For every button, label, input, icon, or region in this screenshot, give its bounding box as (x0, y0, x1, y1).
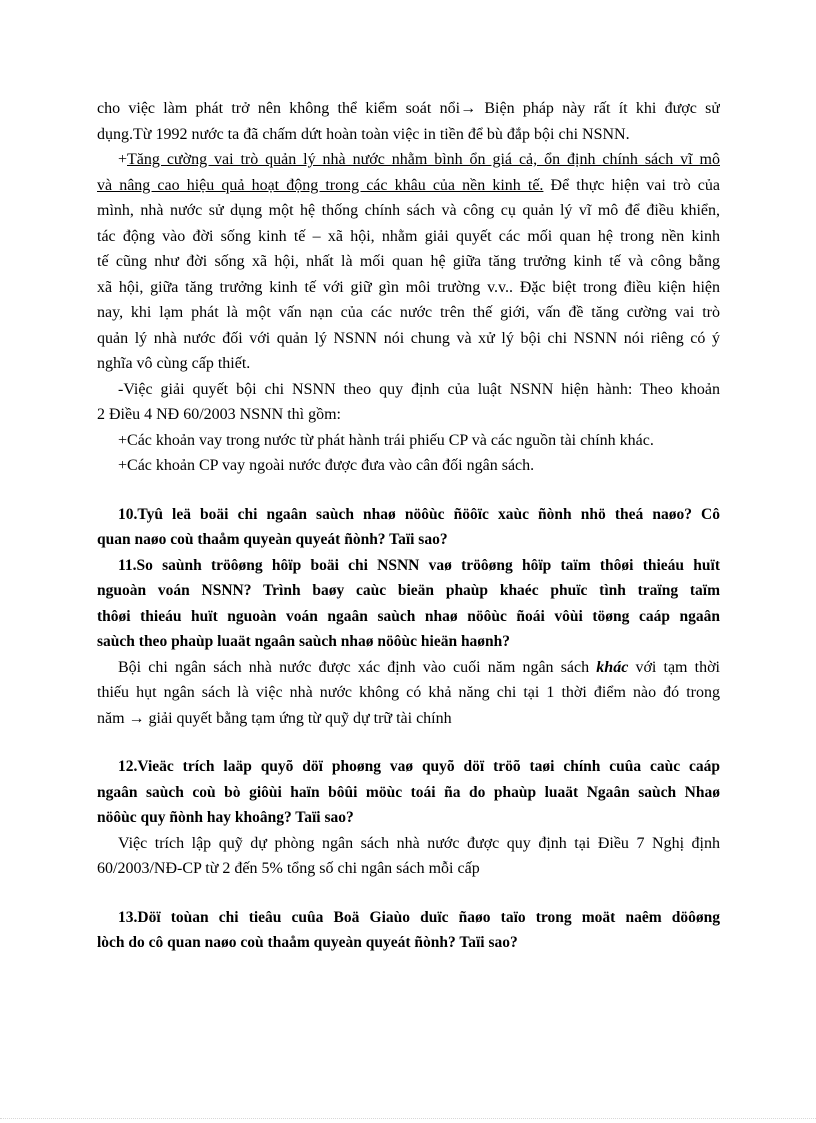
question-heading: quan naøo coù thaåm quyeàn quyeát ñònh? Taïi sao? (97, 531, 448, 548)
body-line: -Việc giải quyết bội chi NSNN theo quy định của luật NSNN hiện hành: Theo khoản (118, 380, 720, 398)
answer-line: 60/2003/NĐ-CP từ 2 đến 5% tổng số chi ngân sách mỗi cấp (97, 860, 480, 877)
underlined-text: Tăng cường vai trò quản lý nhà nước nhằm bình ổn giá cả, ổn định chính sách vĩ mô (127, 151, 720, 168)
body-line: +Các khoản CP vay ngoài nước được đưa vào cân đối ngân sách. (118, 457, 535, 474)
arrow-icon: → (128, 709, 145, 727)
answer-line: Việc trích lập quỹ dự phòng ngân sách nhà nước được quy định tại Điều 7 Nghị định (118, 834, 720, 852)
spacer (97, 479, 720, 502)
question-heading: saùch theo phaùp luaät ngaân saùch nhaø nöôùc hieän haønh? (97, 633, 511, 650)
body-line: dụng.Từ 1992 nước ta đã chấm dứt hoàn toàn việc in tiền để bù đắp bội chi NSNN. (97, 125, 630, 143)
body-line (97, 96, 720, 122)
text-run: Bội chi ngân sách nhà nước được xác định vào cuối năm ngân sách (118, 658, 597, 676)
answer-line (97, 655, 720, 681)
body-line (97, 173, 720, 199)
text-run: với tạm thời (628, 658, 720, 676)
question-heading: lòch do cô quan naøo coù thaåm quyeàn quyeát ñònh? Taïi sao? (97, 934, 518, 951)
spacer (97, 731, 720, 754)
question-heading: nöôùc quy ñònh hay khoâng? Taïi sao? (97, 809, 354, 826)
text-run: Để thực hiện vai trò của (543, 176, 720, 194)
underlined-text: và nâng cao hiệu quả hoạt động trong các khâu của nền kinh tế. (97, 176, 544, 194)
question-heading: 11.So saùnh tröôøng hôïp boäi chi NSNN vaø tröôøng hôïp taïm thôøi thieáu huït (118, 556, 720, 574)
body-line (97, 147, 720, 173)
question-heading: ngaân saùch coù bò giôùi haïn bôûi möùc toái ña do phaùp luaät Ngaân saùch Nhaø (97, 783, 720, 801)
text-run: giải quyết bằng tạm ứng từ quỹ dự trữ tài chính (144, 709, 452, 727)
text-run: cho việc làm phát trở nên không thể kiểm soát nổi (97, 100, 461, 117)
body-line: tác động vào đời sống kinh tế – xã hội, nhằm giải quyết các mối quan hệ trong nền kinh (97, 227, 720, 245)
spacer (97, 882, 720, 905)
document-page (97, 96, 720, 956)
page-bottom-divider (0, 1118, 816, 1119)
body-line: nay, khi lạm phát là một vấn nạn của các nước trên thế giới, vấn đề tăng cường vai trò (97, 304, 720, 321)
text-run: năm (97, 709, 129, 727)
body-line: mình, nhà nước sử dụng một hệ thống chính sách và công cụ quản lý vĩ mô để điều khiển, (97, 202, 720, 219)
question-heading: 12.Vieäc trích laäp quyõ döï phoøng vaø quyõ döï tröõ taøi chính cuûa caùc caáp (118, 758, 720, 775)
body-line: xã hội, giữa tăng trưởng kinh tế với giữ gìn môi trường v.v.. Đặc biệt trong điều kiện hiện (97, 278, 720, 296)
body-line: tế cũng như đời sống xã hội, nhất là mối quan hệ giữa tăng trưởng kinh tế và công bằng (97, 253, 720, 270)
text-run: Biện pháp này rất ít khi được sử (476, 100, 720, 117)
arrow-icon: → (460, 100, 477, 117)
answer-line (97, 706, 720, 732)
body-line: +Các khoản vay trong nước từ phát hành trái phiếu CP và các nguồn tài chính khác. (118, 431, 654, 449)
answer-line: thiếu hụt ngân sách là việc nhà nước không có khả năng chi tại 1 thời điểm nào đó trong (97, 684, 720, 701)
question-heading: 13.Döï toùan chi tieâu cuûa Boä Giaùo duïc ñaøo taïo trong moät naêm döôøng (118, 908, 720, 926)
plus-marker: + (118, 151, 128, 168)
question-heading: nguoàn voán NSNN? Trình baøy caùc bieän phaùp khaéc phuïc tình traïng taïm (97, 582, 720, 599)
body-line: 2 Điều 4 NĐ 60/2003 NSNN thì gồm: (97, 406, 341, 423)
question-heading: 10.Tyû leä boäi chi ngaân saùch nhaø nöôùc ñöôïc xaùc ñònh nhö theá naøo? Cô (118, 505, 720, 523)
body-line: quản lý nhà nước đối với quản lý NSNN nói chung và xử lý bội chi NSNN nói riêng có ý (97, 329, 720, 347)
question-heading: thôøi thieáu huït nguoàn voán ngaân saùch nhaø nöôùc ñoái vôùi töøng caáp ngaân (97, 607, 720, 625)
emphasis-text: khác (596, 658, 629, 676)
body-line: nghĩa vô cùng cấp thiết. (97, 355, 251, 372)
